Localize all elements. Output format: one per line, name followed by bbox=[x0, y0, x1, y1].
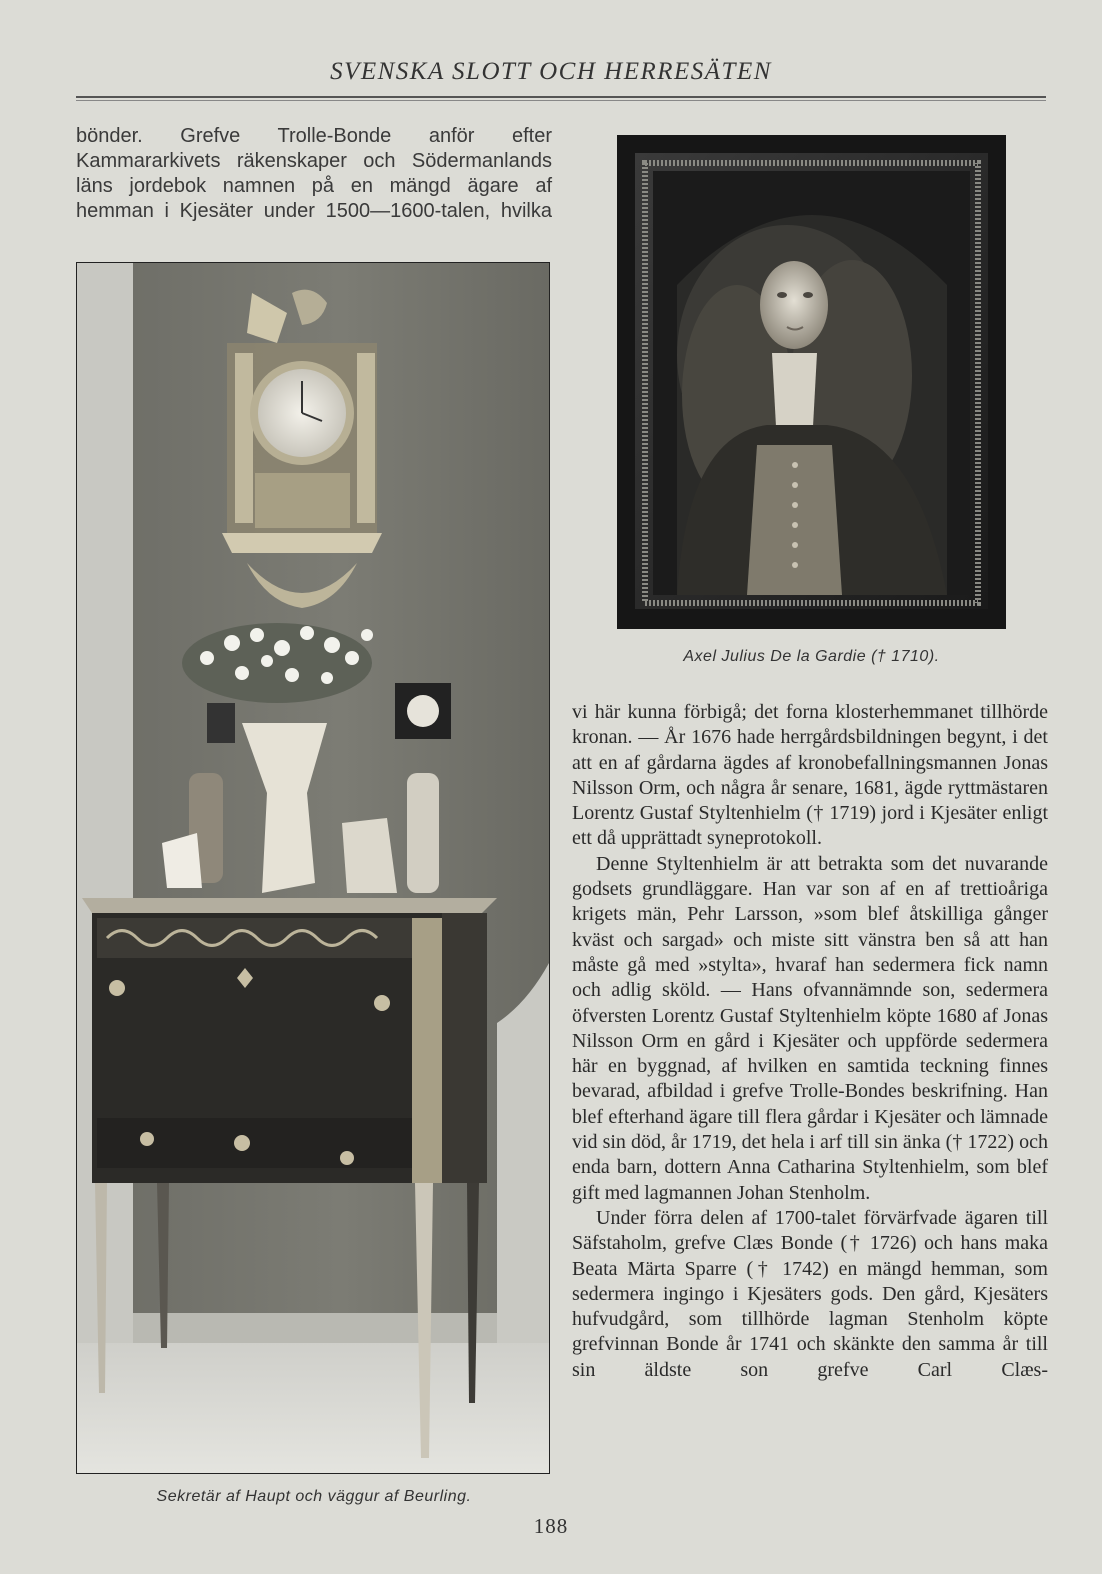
paragraph-1: vi här kunna förbigå; det forna klosterhemmanet tillhörde kronan. — År 1676 hade herrgårdsbildningen begynt, i det att en af gårdarna ägdes af kronobefallningsmannen Jonas Nilsson Orm, och några år senare, 1681, ägde ryttmästaren Lorentz Gustaf Styltenhielm († 1719) jord i Kjesäter enligt ett då upprättadt syneprotokoll. bbox=[572, 701, 1048, 850]
header-rule bbox=[76, 96, 1046, 98]
portrait-caption: Axel Julius De la Gardie († 1710). bbox=[683, 648, 940, 665]
page-number: 188 bbox=[533, 1514, 569, 1538]
portrait-photo bbox=[617, 135, 1006, 629]
portrait-illustration bbox=[617, 135, 1006, 629]
left-paragraph: bönder. Grefve Trolle-Bonde anför efter Kammararkivets räkenskaper och Södermanlands läns jordebok namnen på en mängd ägare af hemman i Kjesäter under 1500—1600-talen, hvilka bbox=[76, 125, 552, 222]
flower-bouquet bbox=[182, 623, 373, 703]
secretary-caption: Sekretär af Haupt och väggur af Beurling. bbox=[156, 1488, 472, 1505]
left-column-text bbox=[76, 124, 552, 224]
secretary-illustration bbox=[77, 263, 549, 1473]
paragraph-2: Denne Styltenhielm är att betrakta som det nuvarande godsets grundläggare. Han var son af en af trettioåriga krigets män, Pehr Larsson, »som blef åtskilliga gånger kväst och sargad» och miste sitt vänstra ben så att han måste gå med »stylta», hvaraf han sedermera fick namn och adlig sköld. — Hans ofvannämnde son, sedermera öfversten Lorentz Gustaf Styltenhielm köpte 1680 af Jonas Nilsson Orm en gård i Kjesäter och uppförde sedermera här en byggnad, af hvilken en samtida teckning finnes bevarad, afbildad i grefve Trolle-Bondes beskrifning. Han blef efterhand ägare till flera gårdar i Kjesäter och lämnade vid sin död, år 1719, det hela i arf till sin änka († 1722) och enda barn, dottern Anna Catharina Styltenhielm, som blef gift med lagmannen Johan Stenholm. bbox=[572, 852, 1048, 1204]
header-rule-thin bbox=[76, 100, 1046, 101]
right-column-text bbox=[572, 700, 1048, 1383]
secretary-photo bbox=[76, 262, 550, 1474]
running-head: SVENSKA SLOTT OCH HERRESÄTEN bbox=[330, 58, 772, 85]
paragraph-3: Under förra delen af 1700-talet förvärfvade ägaren till Säfstaholm, grefve Clæs Bonde († 1726) och hans maka Beata Märta Sparre († 1742) en mängd hemman, som sedermera ingingo i Kjesäters gods. Den gård, Kjesäters hufvudgård, som tillhörde lagman Stenholm köpte grefvinnan Bonde år 1741 och skänkte den samma år till sin äldste son grefve Carl Clæs- bbox=[572, 1206, 1048, 1381]
